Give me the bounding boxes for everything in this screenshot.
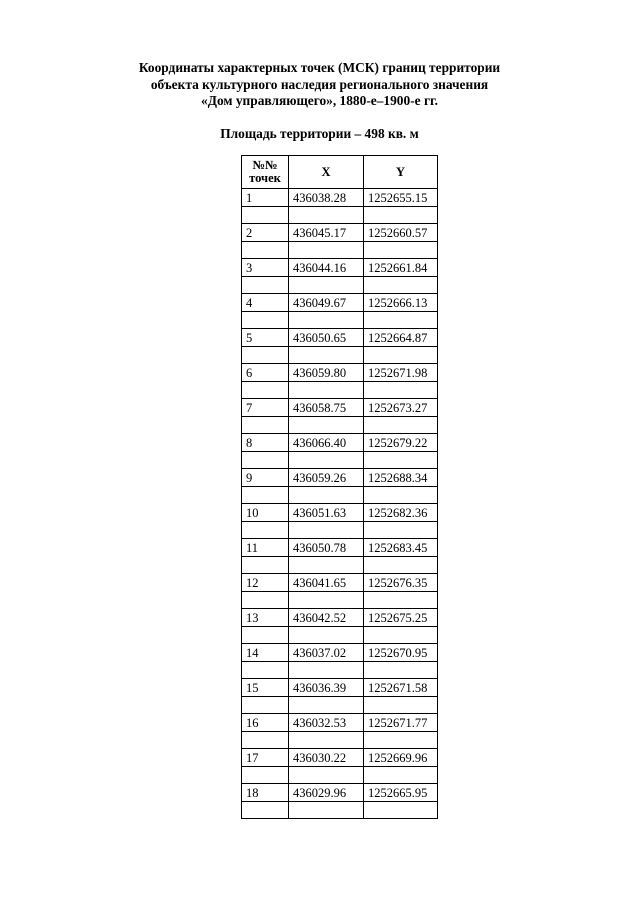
empty-cell — [364, 697, 438, 714]
coordinates-table — [241, 155, 438, 819]
y-coordinate-cell: 1252671.98 — [364, 364, 438, 382]
y-coordinate-cell: 1252676.35 — [364, 574, 438, 592]
x-coordinate-cell: 436050.65 — [289, 329, 364, 347]
table-row — [242, 434, 438, 452]
empty-cell — [289, 347, 364, 364]
table-row — [242, 784, 438, 802]
table-row — [242, 364, 438, 382]
y-coordinate-cell: 1252666.13 — [364, 294, 438, 312]
empty-cell — [242, 382, 289, 399]
point-number-cell: 13 — [242, 609, 289, 627]
point-number-cell: 8 — [242, 434, 289, 452]
table-spacer-row — [242, 347, 438, 364]
y-coordinate-cell: 1252661.84 — [364, 259, 438, 277]
table-spacer-row — [242, 732, 438, 749]
table-spacer-row — [242, 522, 438, 539]
table-spacer-row — [242, 207, 438, 224]
empty-cell — [242, 627, 289, 644]
empty-cell — [242, 697, 289, 714]
point-number-cell: 3 — [242, 259, 289, 277]
empty-cell — [289, 662, 364, 679]
x-coordinate-cell: 436038.28 — [289, 189, 364, 207]
empty-cell — [289, 802, 364, 819]
y-coordinate-cell: 1252664.87 — [364, 329, 438, 347]
header-point-number — [242, 156, 289, 189]
empty-cell — [364, 487, 438, 504]
empty-cell — [242, 417, 289, 434]
empty-cell — [289, 207, 364, 224]
empty-cell — [364, 452, 438, 469]
empty-cell — [289, 592, 364, 609]
empty-cell — [364, 277, 438, 294]
table-row — [242, 189, 438, 207]
table-spacer-row — [242, 277, 438, 294]
x-coordinate-cell: 436030.22 — [289, 749, 364, 767]
table-spacer-row — [242, 242, 438, 259]
table-spacer-row — [242, 592, 438, 609]
empty-cell — [364, 592, 438, 609]
empty-cell — [289, 242, 364, 259]
x-coordinate-cell: 436037.02 — [289, 644, 364, 662]
empty-cell — [242, 592, 289, 609]
empty-cell — [289, 312, 364, 329]
table-spacer-row — [242, 417, 438, 434]
title-line-1: Координаты характерных точек (МСК) границ территории — [138, 60, 501, 75]
table-spacer-row — [242, 662, 438, 679]
table-row — [242, 679, 438, 697]
point-number-cell: 10 — [242, 504, 289, 522]
header-point-number-line1: №№ — [252, 158, 278, 172]
x-coordinate-cell: 436042.52 — [289, 609, 364, 627]
x-coordinate-cell: 436029.96 — [289, 784, 364, 802]
empty-cell — [364, 802, 438, 819]
y-coordinate-cell: 1252669.96 — [364, 749, 438, 767]
empty-cell — [242, 487, 289, 504]
point-number-cell: 9 — [242, 469, 289, 487]
point-number-cell: 4 — [242, 294, 289, 312]
empty-cell — [242, 347, 289, 364]
point-number-cell: 18 — [242, 784, 289, 802]
empty-cell — [289, 487, 364, 504]
table-header-row — [242, 156, 438, 189]
header-point-number-line2: точек — [249, 171, 281, 185]
empty-cell — [289, 697, 364, 714]
empty-cell — [289, 767, 364, 784]
y-coordinate-cell: 1252665.95 — [364, 784, 438, 802]
header-y: Y — [364, 156, 438, 189]
empty-cell — [242, 732, 289, 749]
empty-cell — [242, 802, 289, 819]
y-coordinate-cell: 1252660.57 — [364, 224, 438, 242]
empty-cell — [364, 382, 438, 399]
empty-cell — [289, 732, 364, 749]
x-coordinate-cell: 436058.75 — [289, 399, 364, 417]
table-row — [242, 504, 438, 522]
x-coordinate-cell: 436066.40 — [289, 434, 364, 452]
x-coordinate-cell: 436049.67 — [289, 294, 364, 312]
empty-cell — [289, 522, 364, 539]
y-coordinate-cell: 1252673.27 — [364, 399, 438, 417]
table-row — [242, 399, 438, 417]
empty-cell — [242, 557, 289, 574]
empty-cell — [242, 277, 289, 294]
point-number-cell: 7 — [242, 399, 289, 417]
table-row — [242, 539, 438, 557]
empty-cell — [289, 627, 364, 644]
y-coordinate-cell: 1252679.22 — [364, 434, 438, 452]
header-x: X — [289, 156, 364, 189]
table-row — [242, 609, 438, 627]
point-number-cell: 11 — [242, 539, 289, 557]
point-number-cell: 5 — [242, 329, 289, 347]
empty-cell — [242, 242, 289, 259]
y-coordinate-cell: 1252670.95 — [364, 644, 438, 662]
empty-cell — [242, 312, 289, 329]
empty-cell — [364, 312, 438, 329]
x-coordinate-cell: 436059.26 — [289, 469, 364, 487]
y-coordinate-cell: 1252675.25 — [364, 609, 438, 627]
empty-cell — [364, 627, 438, 644]
empty-cell — [364, 242, 438, 259]
empty-cell — [364, 522, 438, 539]
empty-cell — [364, 767, 438, 784]
x-coordinate-cell: 436050.78 — [289, 539, 364, 557]
table-row — [242, 714, 438, 732]
y-coordinate-cell: 1252671.58 — [364, 679, 438, 697]
empty-cell — [364, 347, 438, 364]
point-number-cell: 14 — [242, 644, 289, 662]
table-spacer-row — [242, 487, 438, 504]
point-number-cell: 17 — [242, 749, 289, 767]
document-title — [0, 60, 639, 110]
table-row — [242, 469, 438, 487]
y-coordinate-cell: 1252688.34 — [364, 469, 438, 487]
x-coordinate-cell: 436032.53 — [289, 714, 364, 732]
empty-cell — [364, 732, 438, 749]
x-coordinate-cell: 436045.17 — [289, 224, 364, 242]
x-coordinate-cell: 436041.65 — [289, 574, 364, 592]
table-row — [242, 749, 438, 767]
title-line-3: «Дом управляющего», 1880-е–1900-е гг. — [201, 93, 438, 108]
table-spacer-row — [242, 627, 438, 644]
table-spacer-row — [242, 697, 438, 714]
table-spacer-row — [242, 557, 438, 574]
table-spacer-row — [242, 312, 438, 329]
empty-cell — [364, 557, 438, 574]
x-coordinate-cell: 436036.39 — [289, 679, 364, 697]
table-row — [242, 224, 438, 242]
table-spacer-row — [242, 767, 438, 784]
territory-area: Площадь территории – 498 кв. м — [220, 126, 419, 141]
empty-cell — [289, 382, 364, 399]
point-number-cell: 6 — [242, 364, 289, 382]
point-number-cell: 16 — [242, 714, 289, 732]
point-number-cell: 12 — [242, 574, 289, 592]
table-row — [242, 329, 438, 347]
empty-cell — [289, 452, 364, 469]
empty-cell — [289, 417, 364, 434]
point-number-cell: 15 — [242, 679, 289, 697]
title-line-2: объекта культурного наследия регионального значения — [150, 76, 489, 92]
empty-cell — [289, 277, 364, 294]
table-row — [242, 644, 438, 662]
empty-cell — [242, 522, 289, 539]
empty-cell — [242, 452, 289, 469]
empty-cell — [364, 662, 438, 679]
empty-cell — [242, 767, 289, 784]
table-row — [242, 259, 438, 277]
table-spacer-row — [242, 452, 438, 469]
empty-cell — [364, 207, 438, 224]
y-coordinate-cell: 1252683.45 — [364, 539, 438, 557]
x-coordinate-cell: 436051.63 — [289, 504, 364, 522]
table-spacer-row — [242, 382, 438, 399]
table-body — [242, 189, 438, 819]
empty-cell — [242, 207, 289, 224]
y-coordinate-cell: 1252682.36 — [364, 504, 438, 522]
empty-cell — [364, 417, 438, 434]
point-number-cell: 1 — [242, 189, 289, 207]
x-coordinate-cell: 436044.16 — [289, 259, 364, 277]
y-coordinate-cell: 1252655.15 — [364, 189, 438, 207]
point-number-cell: 2 — [242, 224, 289, 242]
y-coordinate-cell: 1252671.77 — [364, 714, 438, 732]
table-row — [242, 574, 438, 592]
x-coordinate-cell: 436059.80 — [289, 364, 364, 382]
empty-cell — [242, 662, 289, 679]
empty-cell — [289, 557, 364, 574]
table-spacer-row — [242, 802, 438, 819]
table-row — [242, 294, 438, 312]
